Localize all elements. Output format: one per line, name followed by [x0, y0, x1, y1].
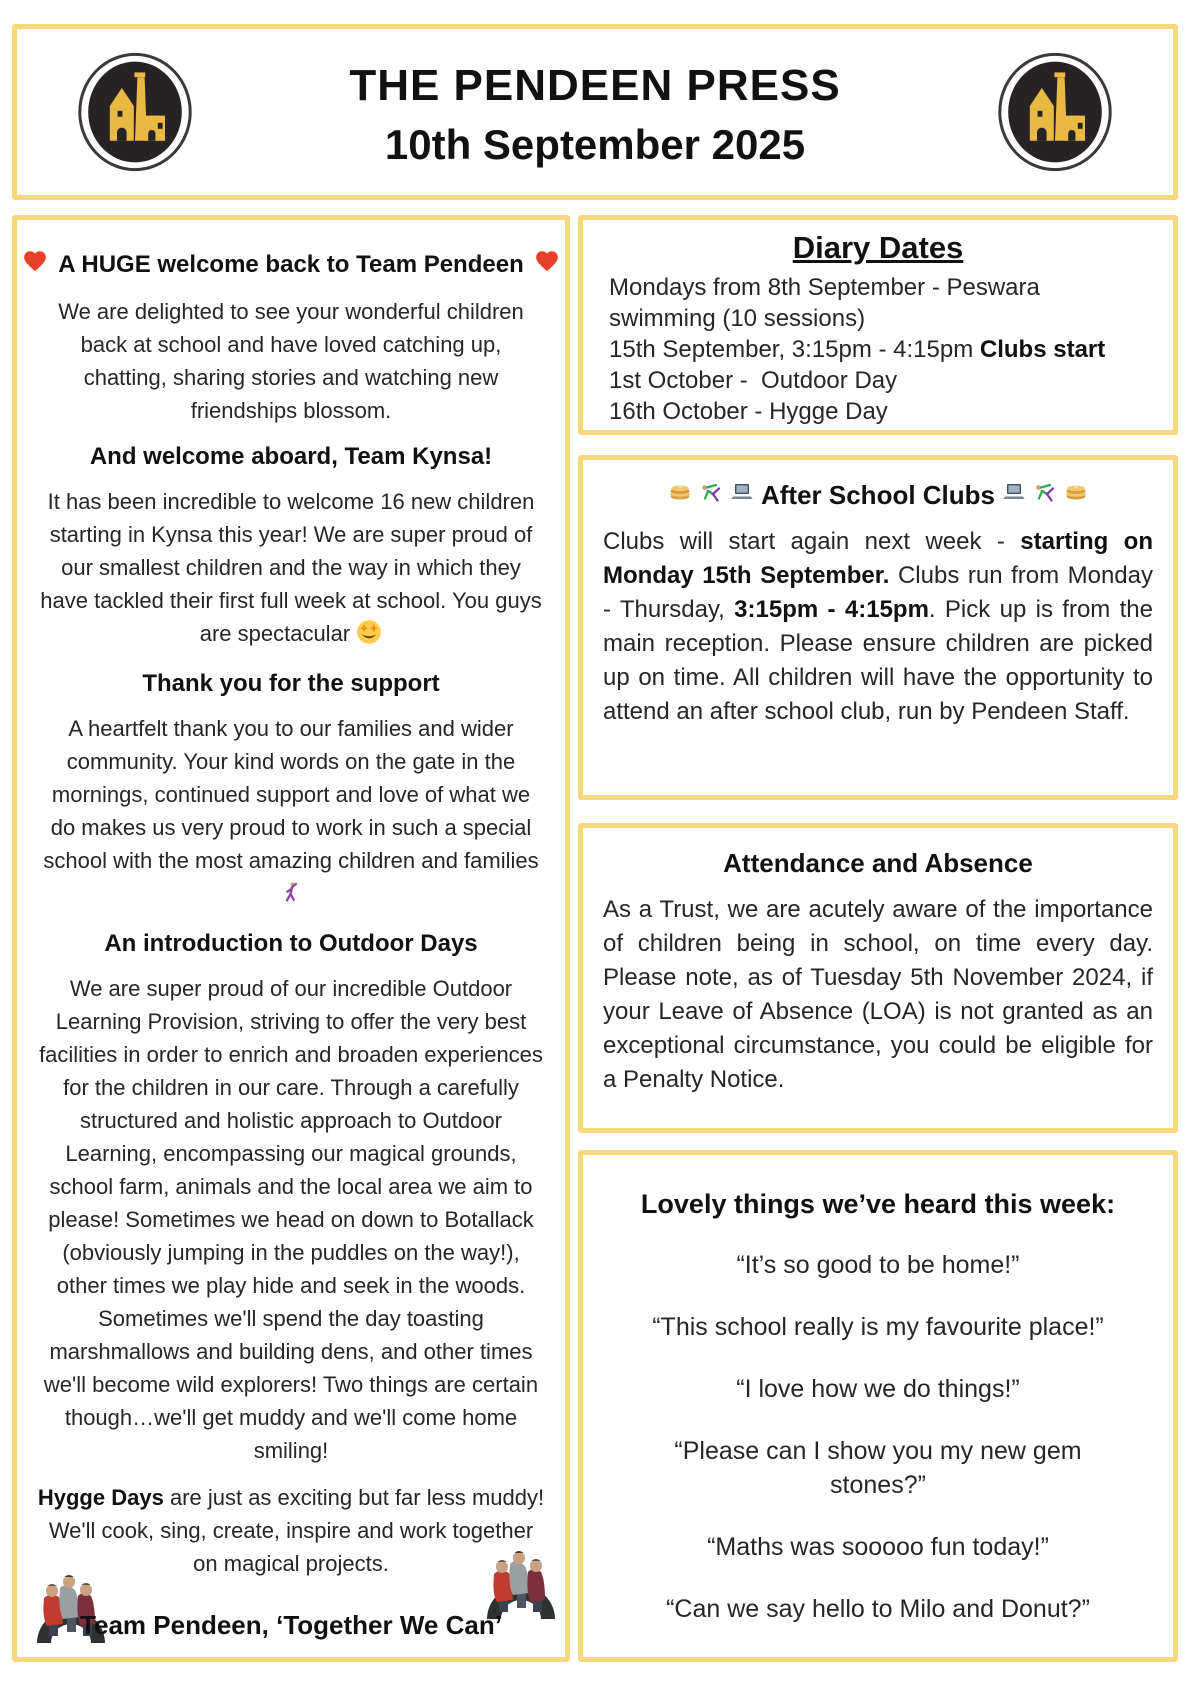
heart-icon	[534, 248, 560, 281]
pupil-quote: “It’s so good to be home!”	[736, 1251, 1020, 1279]
welcome-heading	[37, 248, 545, 281]
pupil-quote: “Can we say hello to Milo and Donut?”	[666, 1595, 1090, 1623]
outdoor-days-paragraph: We are super proud of our incredible Outdoor Learning Provision, striving to offer the very best facilities in order to enrich and broaden experiences for the children in our care. Through a carefully structured and holistic approach to Outdoor Learning, encompassing our magical grounds, school farm, animals and the local area we aim to please! Sometimes we head on down to Botallack (obviously jumping in the puddles on the way!), other times we play hide and seek in the woods. Sometimes we'll spend the day toasting marshmallows and building dens, and other times we'll become wild explorers! Two things are certain though…we'll get muddy and we'll come home smiling!	[39, 976, 543, 1463]
hygge-days-bold: Hygge Days	[37, 1485, 164, 1510]
lovely-things-heading: Lovely things we’ve heard this week:	[640, 1189, 1116, 1219]
support-heading: Thank you for the support	[142, 670, 440, 697]
clubs-paragraph: Clubs will start again next week - starting on Monday 15th September. Clubs run from Monday - Thursday, 3:15pm - 4:15pm. Pick up is from the main reception. Please ensure children are picked up on time. All children will have the opportunity to attend an after school club, run by Pendeen Staff.	[603, 528, 1154, 725]
school-logo-icon	[69, 52, 201, 172]
after-school-clubs-title: After School Clubs	[760, 480, 995, 510]
pupil-quote: “I love how we do things!”	[736, 1375, 1020, 1403]
main-article	[12, 215, 570, 1662]
star-struck-emoji-icon	[356, 619, 382, 654]
support-paragraph: A heartfelt thank you to our families and wider community. Your kind words on the gate in the mornings, continued support and love of what we do makes us very proud to work in such a special school with the most amazing children and families	[37, 712, 545, 914]
kynsa-heading: And welcome aboard, Team Kynsa!	[89, 443, 493, 470]
outdoor-days-heading: An introduction to Outdoor Days	[104, 930, 478, 957]
attendance-box	[578, 823, 1178, 1133]
cartwheel-emoji-icon	[699, 480, 723, 511]
laptop-emoji-icon	[730, 480, 754, 511]
cartwheel-emoji-icon	[1033, 480, 1057, 511]
children-on-tyre-photo	[481, 1521, 561, 1623]
header	[12, 24, 1178, 200]
attendance-paragraph: As a Trust, we are acutely aware of the importance of children being in school, on time every day. Please note, as of Tuesday 5th November 2024, if your Leave of Absence (LOA) is not granted as an exceptional circumstance, you could be eligible for a Penalty Notice.	[603, 896, 1153, 1093]
newsletter-title: THE PENDEEN PRESS	[349, 61, 841, 110]
heart-icon	[22, 248, 48, 281]
diary-dates-box	[578, 215, 1178, 435]
welcome-paragraph: We are delighted to see your wonderful children back at school and have loved catching up, chatting, sharing stories and watching new friendships blossom.	[58, 299, 524, 423]
hygge-paragraph: Hygge Days are just as exciting but far less muddy! We'll cook, sing, create, inspire and work together on magical projects.	[37, 1485, 545, 1576]
diary-item: Mondays from 8th September - Peswara swimming (10 sessions)	[609, 274, 1047, 332]
pupil-quote: “Please can I show you my new gem stones?”	[674, 1437, 1082, 1499]
pancakes-emoji-icon	[1064, 480, 1088, 511]
newsletter-date: 10th September 2025	[384, 121, 806, 168]
dancer-emoji-icon	[279, 881, 303, 914]
diary-item: 16th October - Hygge Day	[609, 398, 888, 425]
pupil-quote: “Maths was sooooo fun today!”	[707, 1533, 1049, 1561]
lovely-things-box	[578, 1150, 1178, 1662]
pupil-quote: “This school really is my favourite place!”	[652, 1313, 1104, 1341]
after-school-clubs-box	[578, 455, 1178, 800]
diary-item: 1st October - Outdoor Day	[609, 367, 898, 394]
kynsa-paragraph: It has been incredible to welcome 16 new children starting in Kynsa this year! We are super proud of our smallest children and the way in which they have tackled their first full week at school. You guys are spectacular	[37, 485, 545, 654]
after-school-clubs-heading	[603, 480, 1153, 511]
clubs-start-bold: Clubs start	[979, 336, 1106, 363]
pancakes-emoji-icon	[668, 480, 692, 511]
laptop-emoji-icon	[1002, 480, 1026, 511]
team-pendeen-motto: Team Pendeen, ‘Together We Can’	[80, 1610, 502, 1640]
header-text	[201, 55, 989, 169]
diary-item: 15th September, 3:15pm - 4:15pm Clubs start	[609, 336, 1106, 363]
diary-dates-title: Diary Dates	[792, 230, 964, 265]
attendance-heading: Attendance and Absence	[723, 848, 1033, 878]
welcome-heading-text: A HUGE welcome back to Team Pendeen	[58, 250, 524, 278]
school-logo-icon	[989, 52, 1121, 172]
